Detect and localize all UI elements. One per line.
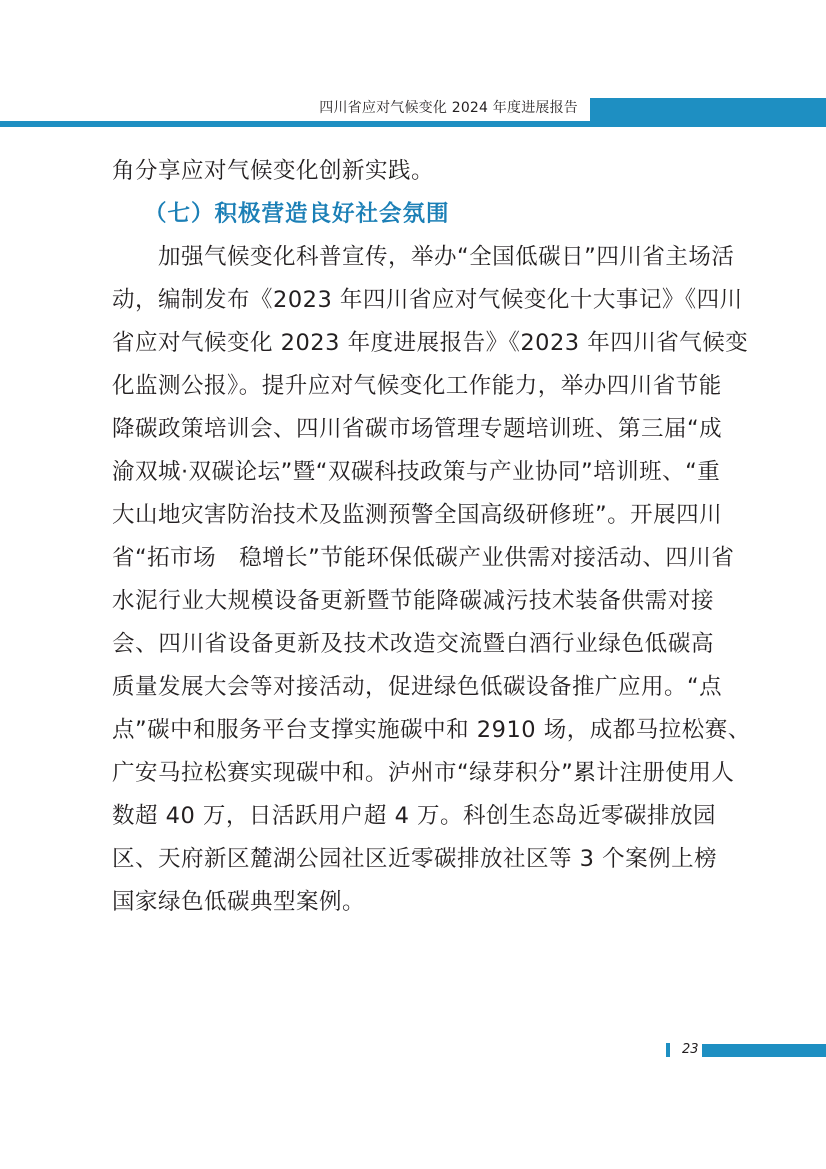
- paragraph-line: 动，编制发布《2023 年四川省应对气候变化十大事记》《四川: [112, 287, 743, 313]
- paragraph-line: 加强气候变化科普宣传，举办“全国低碳日”四川省主场活: [158, 244, 735, 270]
- paragraph-line: 化监测公报》。提升应对气候变化工作能力，举办四川省节能: [112, 373, 722, 399]
- section-heading: （七）积极营造良好社会氛围: [144, 201, 450, 227]
- paragraph-line: 质量发展大会等对接活动，促进绿色低碳设备推广应用。“点: [112, 674, 723, 700]
- paragraph-line: 渝双城·双碳论坛”暨“双碳科技政策与产业协同”培训班、“重: [112, 459, 721, 485]
- continued-text-line: 角分享应对气候变化创新实践。: [112, 158, 435, 184]
- running-header-title: 四川省应对气候变化 2024 年度进展报告: [319, 100, 578, 116]
- paragraph-line: 国家绿色低碳典型案例。: [112, 889, 366, 915]
- page-number: 23: [682, 1042, 699, 1057]
- header-rule: [0, 121, 590, 127]
- paragraph-line: 点”碳中和服务平台支撑实施碳中和 2910 场，成都马拉松赛、: [112, 717, 751, 743]
- paragraph-line: 省“拓市场 稳增长”节能环保低碳产业供需对接活动、四川省: [112, 545, 735, 571]
- paragraph-line: 省应对气候变化 2023 年度进展报告》《2023 年四川省气候变: [112, 330, 749, 356]
- body-paragraph: [112, 236, 751, 924]
- page-body: [112, 150, 751, 924]
- paragraph-line: 大山地灾害防治技术及监测预警全国高级研修班”。开展四川: [112, 502, 723, 528]
- page-number-marker: [666, 1043, 670, 1057]
- header-tab-block: [590, 98, 826, 127]
- paragraph-line: 会、四川省设备更新及技术改造交流暨白酒行业绿色低碳高: [112, 631, 714, 657]
- paragraph-line: 数超 40 万，日活跃用户超 4 万。科创生态岛近零碳排放园: [112, 803, 717, 829]
- paragraph-line: 广安马拉松赛实现碳中和。泸州市“绿芽积分”累计注册使用人: [112, 760, 735, 786]
- footer-rule: [702, 1044, 826, 1057]
- paragraph-line: 区、天府新区麓湖公园社区近零碳排放社区等 3 个案例上榜: [112, 846, 718, 872]
- paragraph-line: 水泥行业大规模设备更新暨节能降碳减污技术装备供需对接: [112, 588, 714, 614]
- paragraph-line: 降碳政策培训会、四川省碳市场管理专题培训班、第三届“成: [112, 416, 723, 442]
